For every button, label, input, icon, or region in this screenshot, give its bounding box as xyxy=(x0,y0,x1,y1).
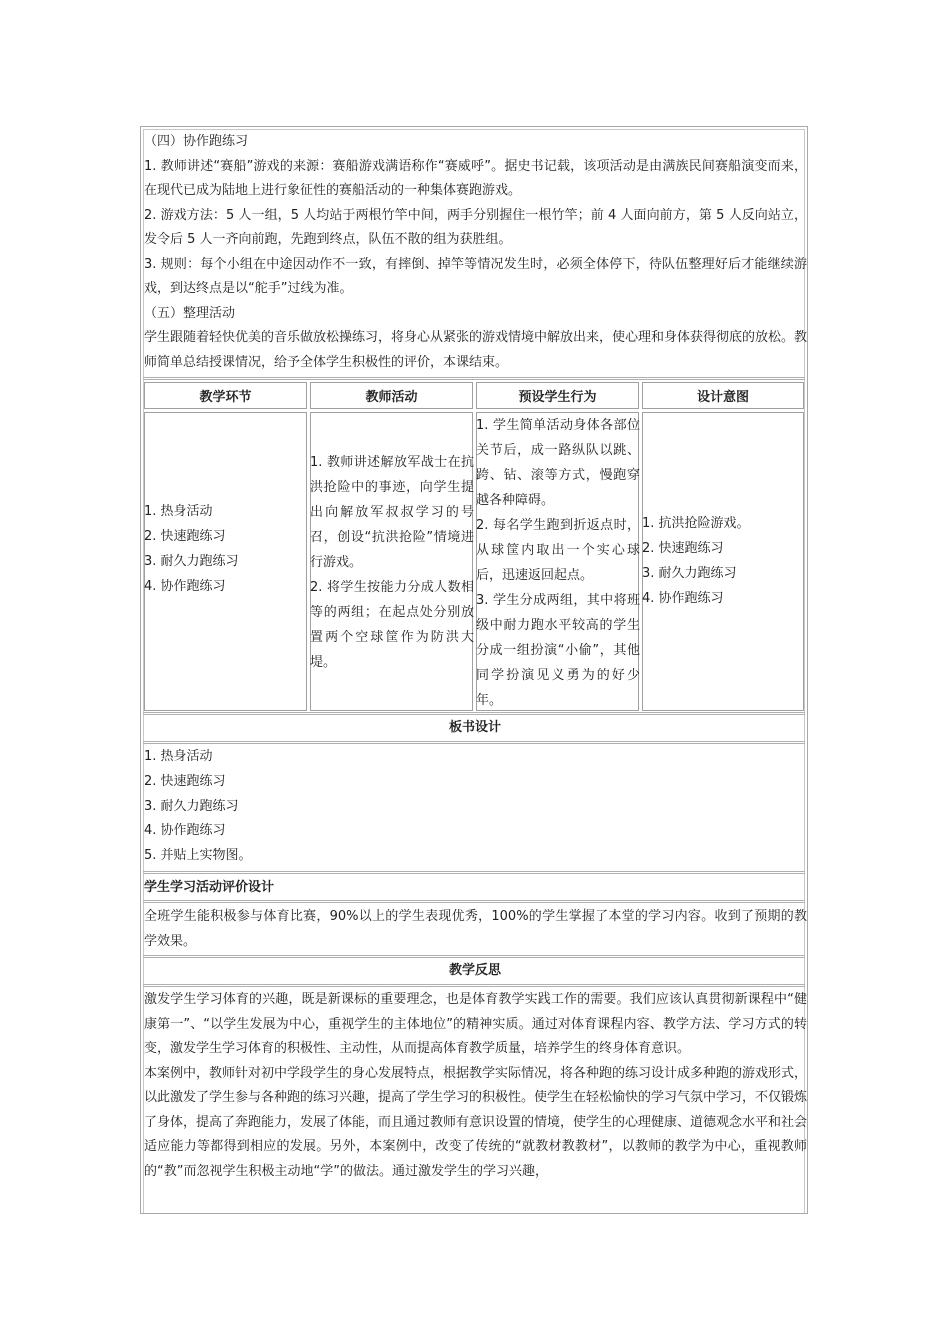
section4-paragraph-2: 2. 游戏方法：5 人一组，5 人均站于两根竹竿中间，两手分别握住一根竹竿；前 4 人面向前方，第 5 人反向站立，发令后 5 人一齐向前跑，先跑到终点，队伍不散的组为获胜组。 xyxy=(144,207,807,247)
teacher-activity-text xyxy=(310,450,474,675)
divider xyxy=(143,900,805,903)
list-item: 3. 学生分成两组，其中将班级中耐力跑水平较高的学生分成一组扮演“小偷”，其他同学扮演见义勇为的好少年。 xyxy=(476,593,640,708)
design-intent-list xyxy=(642,511,802,611)
section4-paragraph-3: 3. 规则：每个小组在中途因动作不一致，有摔倒、掉竿等情况发生时，必须全体停下，待队伍整理好后才能继续游戏，到达终点是以“舵手”过线为准。 xyxy=(144,256,807,296)
list-item: 4. 协作跑练习 xyxy=(144,823,226,839)
list-item: 3. 耐久力跑练习 xyxy=(144,554,239,569)
divider xyxy=(143,712,805,715)
divider xyxy=(143,955,805,958)
reflection-paragraph-1: 激发学生学习体育的兴趣，既是新课标的重要理念，也是体育教学实践工作的需要。我们应该认真贯彻新课程中“健康第一”、“以学生发展为中心，重视学生的主体地位”的精神实质。通过对体育课程内容、教学方法、学习方式的转变，激发学生学习体育的积极性、主动性，从而提高体育教学质量，培养学生的终身体育意识。 xyxy=(144,992,807,1056)
reflection-text xyxy=(144,988,807,1184)
list-item: 2. 将学生按能力分成人数相等的两组；在起点处分别放置两个空球筐作为防洪大堤。 xyxy=(310,580,474,670)
list-item: 1. 抗洪抢险游戏。 xyxy=(642,516,750,531)
list-item: 1. 热身活动 xyxy=(144,504,213,519)
list-item: 4. 协作跑练习 xyxy=(642,591,724,606)
intro-text-block xyxy=(144,130,807,375)
list-item: 2. 每名学生跑到折返点时，从球筐内取出一个实心球后，迅速返回起点。 xyxy=(476,518,640,583)
section5-title: （五）整理活动 xyxy=(144,305,236,321)
list-item: 2. 快速跑练习 xyxy=(144,773,226,789)
table-header-teaching-step: 教学环节 xyxy=(144,382,307,409)
section4-title: （四）协作跑练习 xyxy=(144,134,249,149)
reflection-title: 教学反思 xyxy=(448,963,501,978)
list-item: 3. 耐久力跑练习 xyxy=(144,798,239,814)
divider xyxy=(143,377,805,380)
list-item: 1. 教师讲述解放军战士在抗洪抢险中的事迹，向学生提出向解放军叔叔学习的号召，创设“抗洪抢险”情境进行游戏。 xyxy=(310,455,474,570)
evaluation-title: 学生学习活动评价设计 xyxy=(144,880,275,895)
list-item: 1. 学生简单活动身体各部位关节后，成一路纵队以跳、跨、钻、滚等方式，慢跑穿越各种障碍。 xyxy=(476,418,640,508)
section4-paragraph-1: 1. 教师讲述“赛船”游戏的来源：赛船游戏满语称作“赛威呼”。据史书记载，该项活动是由满族民间赛船演变而来，在现代已成为陆地上进行象征性的赛船活动的一种集体赛跑游戏。 xyxy=(144,158,807,198)
list-item: 4. 协作跑练习 xyxy=(144,579,226,594)
divider xyxy=(143,741,805,744)
board-design-title: 板书设计 xyxy=(448,720,501,735)
reflection-paragraph-2: 本案例中，教师针对初中学段学生的身心发展特点，根据教学实际情况，将各种跑的练习设计成多种跑的游戏形式，以此激发了学生参与各种跑的练习兴趣，提高了学生学习的积极性。使学生在轻松愉快的学习气氛中学习，不仅锻炼了身体，提高了奔跑能力，发展了体能，而且通过教师有意识设置的情境，使学生的心理健康、道德观念水平和社会适应能力等都得到相应的发展。另外，本案例中，改变了传统的“就教材教教材”，以教师的教学为中心，重视教师的“教”而忽视学生积极主动地“学”的做法。通过激发学生的学习兴趣， xyxy=(144,1065,808,1179)
list-item: 2. 快速跑练习 xyxy=(144,529,226,544)
list-item: 3. 耐久力跑练习 xyxy=(642,566,737,581)
steps-list xyxy=(144,499,304,599)
table-header-teacher-activity: 教师活动 xyxy=(310,382,473,409)
table-header-design-intent: 设计意图 xyxy=(642,382,804,409)
table-header-student-behavior: 预设学生行为 xyxy=(476,382,639,409)
board-design-list xyxy=(144,745,807,869)
list-item: 5. 并贴上实物图。 xyxy=(144,848,252,864)
list-item: 2. 快速跑练习 xyxy=(642,541,724,556)
divider xyxy=(143,984,805,987)
divider xyxy=(143,871,805,874)
section5-paragraph-1: 学生跟随着轻快优美的音乐做放松操练习，将身心从紧张的游戏情境中解放出来，使心理和身体获得彻底的放松。教师简单总结授课情况，给予全体学生积极性的评价，本课结束。 xyxy=(144,330,808,370)
evaluation-text: 全班学生能积极参与体育比赛，90%以上的学生表现优秀，100%的学生掌握了本堂的学习内容。收到了预期的教学效果。 xyxy=(144,909,807,949)
list-item: 1. 热身活动 xyxy=(144,749,213,764)
student-behavior-text xyxy=(476,413,640,713)
